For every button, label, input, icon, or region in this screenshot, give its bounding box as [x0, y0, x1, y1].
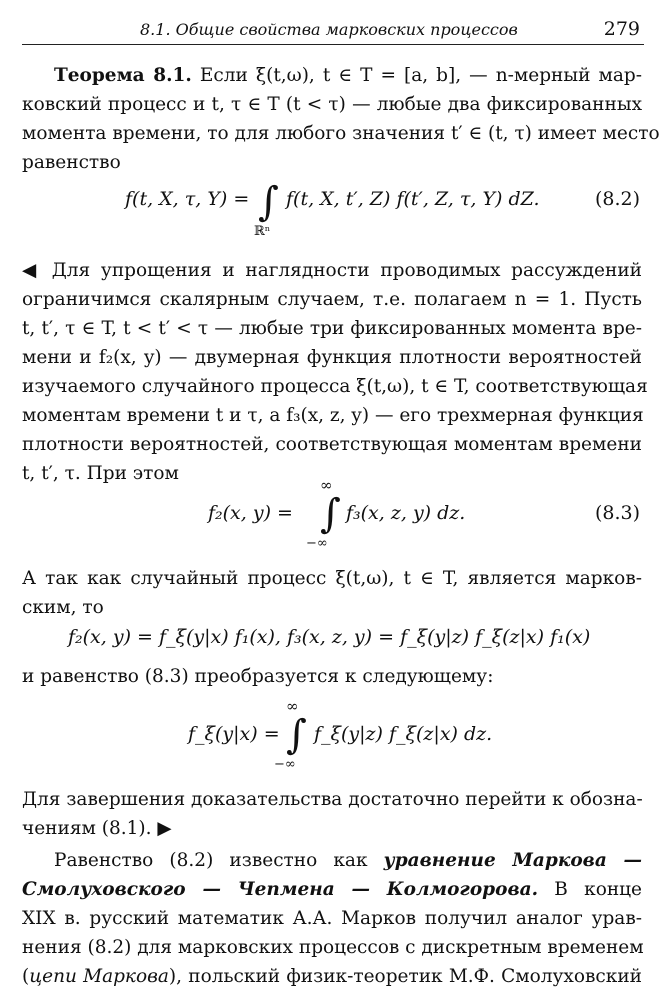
proof-line: плотности вероятностей, соответствующая моментам времени	[22, 434, 642, 455]
theorem-line: Теорема 8.1. Если ξ(t,ω), t ∈ T = [a, b], — n-мерный мар-	[54, 65, 642, 86]
theorem-line: ковский процесс и t, τ ∈ T (t < τ) — любые два фиксированных	[22, 94, 642, 115]
equation-8-3	[22, 476, 642, 551]
proof-line: изучаемого случайного процесса ξ(t,ω), t ∈ T, соответствующая	[22, 376, 648, 397]
proof-line: моментам времени t и τ, а f₃(x, z, y) — его трехмерная функция	[22, 405, 644, 426]
equation-lhs: f(t, X, τ, Y) =	[125, 188, 250, 210]
text-line: XIX в. русский математик А.А. Марков получил аналог урав-	[22, 908, 642, 929]
text-line: ским, то	[22, 597, 104, 618]
integral-lower-limit: ℝⁿ	[254, 224, 271, 239]
proof-paragraph	[22, 256, 648, 488]
proof-line: t, t′, τ ∈ T, t < t′ < τ — любые три фиксированных момента вре-	[22, 318, 642, 339]
proof-line: мени и f₂(x, y) — двумерная функция плотности вероятностей	[22, 347, 642, 368]
integral-lower-limit: −∞	[274, 757, 296, 772]
equation-expression: f₂(x, y) = f_ξ(y|x) f₁(x), f₃(x, z, y) = f_ξ(y|z) f_ξ(z|x) f₁(x)	[68, 626, 591, 648]
integral-upper-limit: ∞	[286, 697, 299, 715]
text-line: (цепи Маркова), польский физик-теоретик М.Ф. Смолуховский	[22, 966, 642, 987]
proof-line: ограничимся скалярным случаем, т.е. полагаем n = 1. Пусть	[22, 289, 642, 310]
markov-chain-term: цепи Маркова	[29, 966, 169, 987]
markov-paragraph	[22, 564, 642, 622]
equation-name: Смолуховского — Чепмена — Колмогорова.	[22, 879, 539, 900]
integral-sign: ∫	[320, 491, 341, 537]
page-number: 279	[603, 18, 640, 40]
text-line: Для завершения доказательства достаточно перейти к обозна-	[22, 789, 643, 810]
conclusion-paragraph	[22, 785, 642, 843]
theorem-line: равенство	[22, 152, 121, 173]
equation-integrand: f_ξ(y|z) f_ξ(z|x) dz.	[314, 723, 493, 745]
equation-final	[22, 697, 642, 772]
integral-sign: ∫	[286, 712, 307, 758]
theorem-statement	[22, 61, 660, 177]
running-head: 8.1. Общие свойства марковских процессов	[140, 20, 518, 39]
equation-number: (8.3)	[594, 502, 640, 524]
equation-8-2	[22, 179, 642, 239]
integral-lower-limit: −∞	[306, 536, 328, 551]
equation-markov-pair	[22, 623, 642, 663]
proof-line: ◀ Для упрощения и наглядности проводимых рассуждений	[22, 260, 642, 281]
text-line: А так как случайный процесс ξ(t,ω), t ∈ T, является марков-	[22, 568, 642, 589]
theorem-label: Теорема 8.1.	[54, 65, 192, 86]
equation-name: уравнение Маркова —	[383, 850, 642, 871]
equation-lhs: f_ξ(y|x) =	[188, 723, 280, 745]
transform-paragraph	[22, 662, 642, 691]
equation-lhs: f₂(x, y) =	[208, 502, 293, 524]
theorem-line: момента времени, то для любого значения t′ ∈ (t, τ) имеет место	[22, 123, 660, 144]
integral-upper-limit: ∞	[320, 476, 333, 494]
text-line: и равенство (8.3) преобразуется к следующему:	[22, 666, 494, 687]
text-line: чениям (8.1). ▶	[22, 818, 172, 839]
text-line: Смолуховского — Чепмена — Колмогорова. В конце	[22, 879, 643, 900]
page-header	[22, 18, 644, 45]
proof-line: t, t′, τ. При этом	[22, 463, 179, 484]
final-paragraph	[22, 846, 642, 991]
equation-number: (8.2)	[594, 188, 640, 210]
integral-sign: ∫	[258, 179, 279, 225]
equation-integrand: f₃(x, z, y) dz.	[346, 502, 466, 524]
text-line: Равенство (8.2) известно как уравнение Маркова —	[54, 850, 642, 871]
text-line: нения (8.2) для марковских процессов с дискретным временем	[22, 937, 644, 958]
equation-integrand: f(t, X, t′, Z) f(t′, Z, τ, Y) dZ.	[286, 188, 540, 210]
